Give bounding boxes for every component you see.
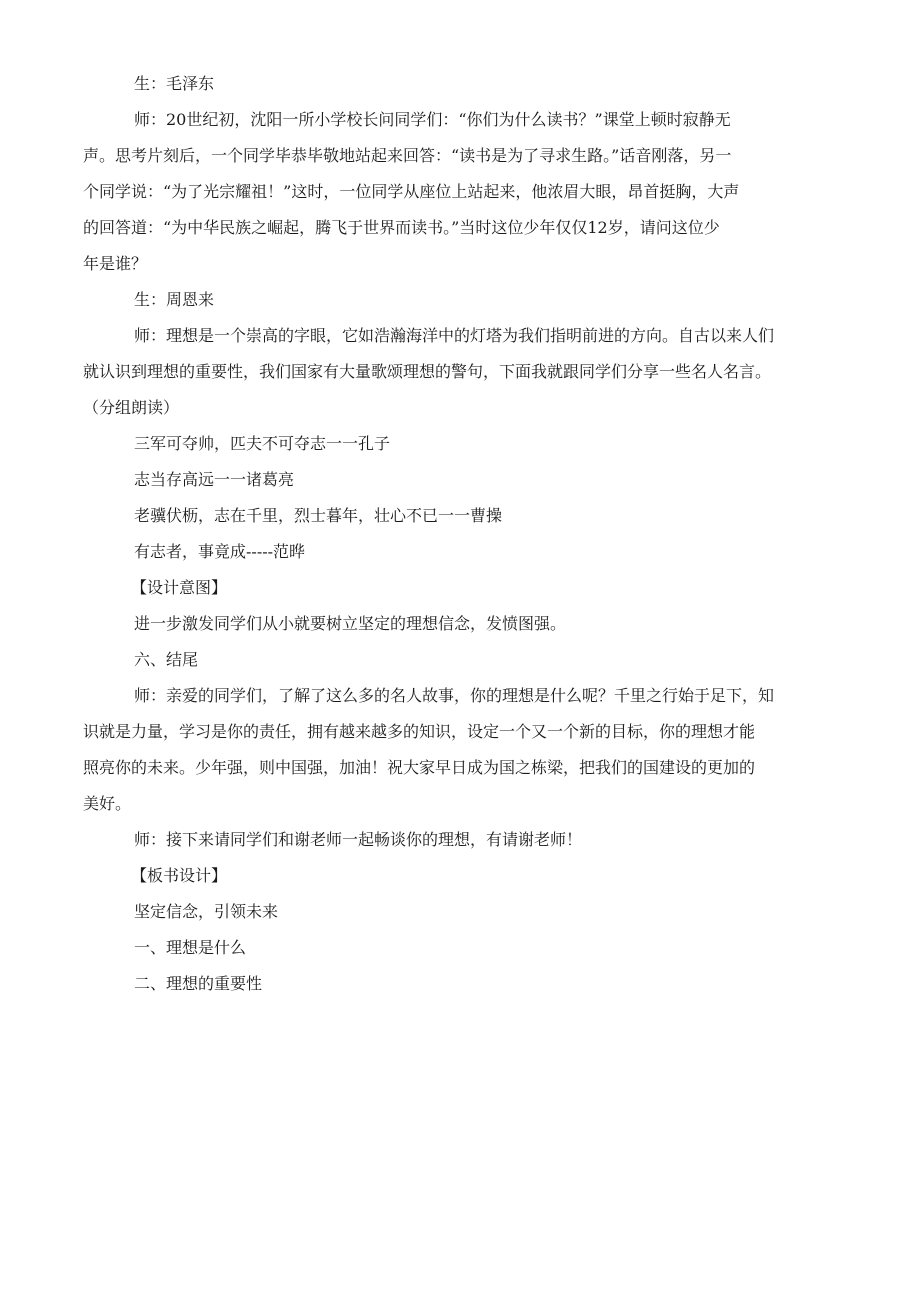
- blackboard-item-1: 一、理想是什么: [134, 938, 247, 957]
- dialogue-student-answer-2: 生：周恩来: [134, 290, 215, 309]
- blackboard-item-2: 二、理想的重要性: [134, 974, 263, 993]
- teacher-ideal-paragraph-line-1: 师：理想是一个崇高的字眼，它如浩瀚海洋中的灯塔为我们指明前进的方向。自古以来人们: [134, 326, 775, 345]
- quote-cao-cao: 老骥伏枥，志在千里，烈士暮年，壮心不已一一曹操: [134, 506, 503, 525]
- teacher-ending-paragraph-line-4: 美好。: [83, 794, 132, 813]
- teacher-ending-paragraph-line-3: 照亮你的未来。少年强，则中国强，加油！祝大家早日成为国之栋梁，把我们的国建设的更加的: [83, 758, 756, 777]
- dialogue-teacher-question-line-3: 个同学说：“为了光宗耀祖！”这时，一位同学从座位上站起来，他浓眉大眼，昂首挺胸，大声: [83, 182, 740, 201]
- blackboard-title: 坚定信念，引领未来: [134, 902, 279, 921]
- quote-confucius: 三军可夺帅，匹夫不可夺志一一孔子: [134, 434, 391, 453]
- dialogue-teacher-question-line-5: 年是谁？: [83, 254, 148, 273]
- section-heading-ending: 六、结尾: [134, 650, 199, 669]
- design-intent-text: 进一步激发同学们从小就要树立坚定的理想信念，发愤图强。: [134, 614, 567, 633]
- design-intent-heading: 【设计意图】: [131, 578, 228, 597]
- blackboard-design-heading: 【板书设计】: [131, 866, 228, 885]
- dialogue-teacher-question-line-1: 师：20世纪初，沈阳一所小学校长问同学们：“你们为什么读书？”课堂上顿时寂静无: [134, 110, 731, 129]
- teacher-ideal-paragraph-line-2: 就认识到理想的重要性，我们国家有大量歌颂理想的警句，下面我就跟同学们分享一些名人名言。: [83, 362, 772, 381]
- teacher-ending-paragraph-line-2: 识就是力量，学习是你的责任，拥有越来越多的知识，设定一个又一个新的目标，你的理想才能: [83, 722, 756, 741]
- dialogue-student-answer-1: 生：毛泽东: [134, 74, 215, 93]
- teacher-ending-paragraph-line-1: 师：亲爱的同学们，了解了这么多的名人故事，你的理想是什么呢？千里之行始于足下，知: [134, 686, 775, 705]
- teacher-invitation: 师：接下来请同学们和谢老师一起畅谈你的理想，有请谢老师！: [134, 830, 583, 849]
- dialogue-teacher-question-line-2: 声。思考片刻后，一个同学毕恭毕敬地站起来回答：“读书是为了寻求生路。”话音刚落，另一: [83, 146, 732, 165]
- quote-zhuge-liang: 志当存高远一一诸葛亮: [134, 470, 295, 489]
- quote-fan-ye: 有志者，事竟成-----范晔: [134, 542, 306, 561]
- dialogue-teacher-question-line-4: 的回答道：“为中华民族之崛起，腾飞于世界而读书。”当时这位少年仅仅12岁，请问这位少: [83, 218, 720, 237]
- group-reading-note: （分组朗读）: [83, 398, 180, 417]
